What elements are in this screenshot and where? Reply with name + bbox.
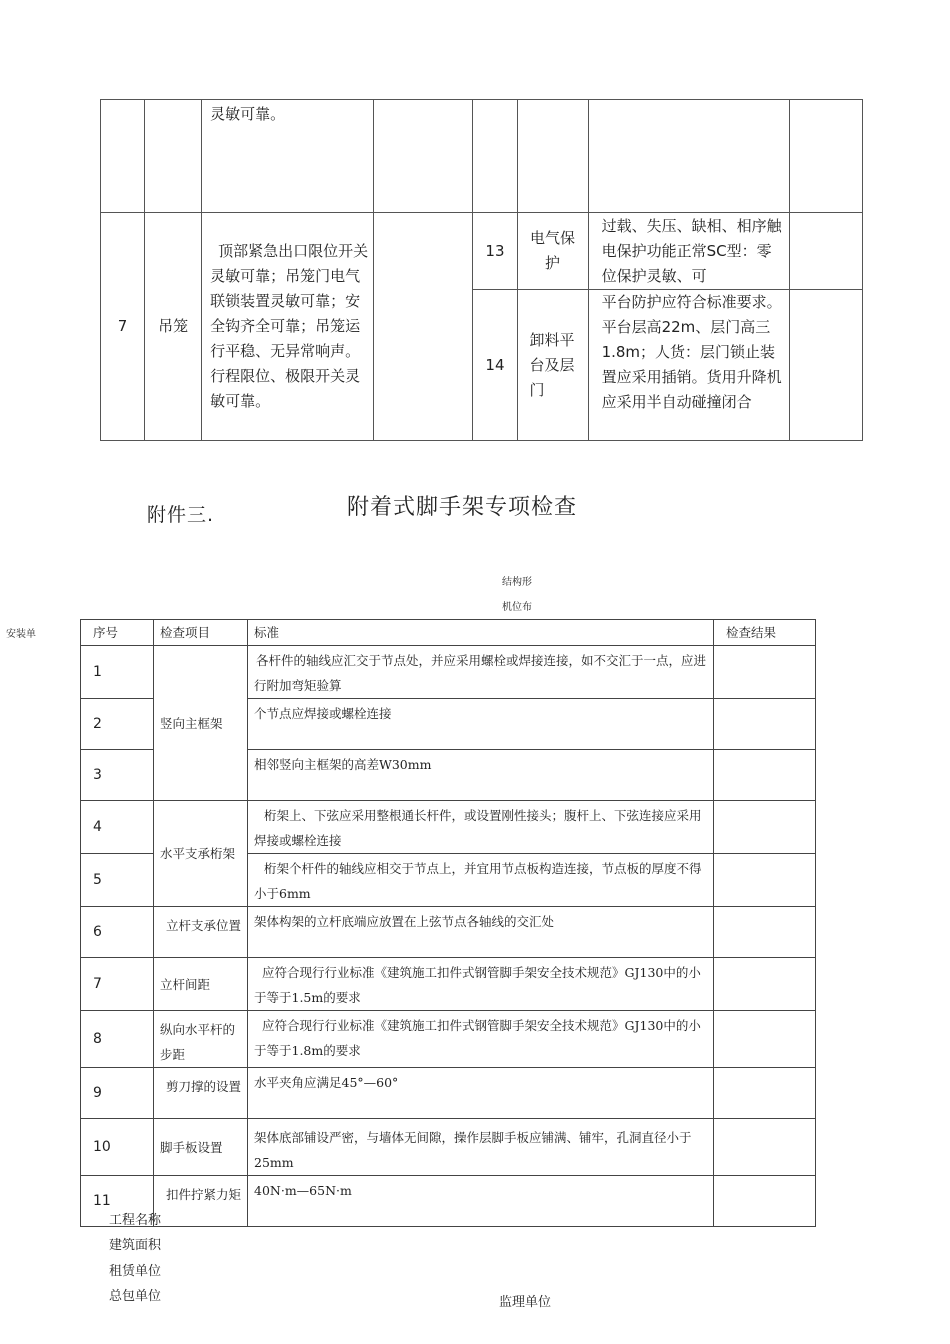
row-standard: 桁架上、下弦应采用整根通长杆件，或设置刚性接头；腹杆上、下弦连接应采用焊接或螺栓连接 xyxy=(248,801,714,854)
row-standard: 个节点应焊接或螺栓连接 xyxy=(248,699,714,750)
row-standard: 应符合现行行业标准《建筑施工扣件式钢管脚手架安全技术规范》GJ130中的小于等于1.8m的要求 xyxy=(248,1011,714,1068)
row-number: 1 xyxy=(81,646,154,699)
attachment-label: 附件三. xyxy=(147,504,215,526)
row-number: 3 xyxy=(81,750,154,801)
row-result xyxy=(714,854,816,907)
row-item: 水平支承桁架 xyxy=(154,801,248,907)
header-result: 检查结果 xyxy=(714,620,816,646)
row-number: 2 xyxy=(81,699,154,750)
lease-unit-label: 租赁单位 xyxy=(109,1264,162,1279)
label-fragment: 安装单 xyxy=(6,629,36,640)
header-no: 序号 xyxy=(81,620,154,646)
label-fragment: 结构形 xyxy=(502,577,532,588)
table-row xyxy=(81,801,816,854)
row-item: 电气保护 xyxy=(517,213,588,290)
row-result xyxy=(714,1176,816,1227)
row-item: 吊笼 xyxy=(145,213,202,441)
row-result xyxy=(714,801,816,854)
building-area-label: 建筑面积 xyxy=(109,1238,162,1253)
row-standard: 40N·m—65N·m xyxy=(248,1176,714,1227)
table-header-row xyxy=(81,620,816,646)
row-result xyxy=(714,1011,816,1068)
row-result xyxy=(714,750,816,801)
top-inspection-table xyxy=(100,99,863,441)
row-number: 6 xyxy=(81,907,154,958)
row-standard: 顶部紧急出口限位开关灵敏可靠；吊笼门电气联锁装置灵敏可靠；安全钩齐全可靠；吊笼运行平稳、无异常响声。行程限位、极限开关灵敏可靠。 xyxy=(202,213,374,441)
row-item: 剪刀撑的设置 xyxy=(154,1068,248,1119)
label-fragment: 机位布 xyxy=(502,602,532,613)
table-row xyxy=(81,646,816,699)
row-result xyxy=(714,1119,816,1176)
row-number: 5 xyxy=(81,854,154,907)
row-result xyxy=(714,1068,816,1119)
row-standard: 桁架个杆件的轴线应相交于节点上，并宜用节点板构造连接，节点板的厚度不得小于6mm xyxy=(248,854,714,907)
table-row xyxy=(101,213,863,290)
row-standard: 平台防护应符合标准要求。平台层高22m、层门高三1.8m；人货：层门锁止装置应采用插销。货用升降机应采用半自动碰撞闭合 xyxy=(588,290,789,441)
row-standard: 各杆件的轴线应汇交于节点处，并应采用螺栓或焊接连接，如不交汇于一点，应进行附加弯矩验算 xyxy=(248,646,714,699)
table-row xyxy=(81,1068,816,1119)
table-row xyxy=(81,907,816,958)
row-number: 8 xyxy=(81,1011,154,1068)
scaffold-inspection-table xyxy=(80,619,816,1227)
row-item: 扣件拧紧力矩 xyxy=(154,1176,248,1227)
row-item: 立杆支承位置 xyxy=(154,907,248,958)
table-row xyxy=(101,100,863,213)
row-standard: 应符合现行行业标准《建筑施工扣件式钢管脚手架安全技术规范》GJ130中的小于等于1.5m的要求 xyxy=(248,958,714,1011)
row-number: 9 xyxy=(81,1068,154,1119)
table-row xyxy=(81,1011,816,1068)
row-item: 立杆间距 xyxy=(154,958,248,1011)
row-number: 10 xyxy=(81,1119,154,1176)
table-row xyxy=(81,958,816,1011)
row-standard: 水平夹角应满足45°—60° xyxy=(248,1068,714,1119)
header-item: 检查项目 xyxy=(154,620,248,646)
general-contractor-label: 总包单位 xyxy=(109,1289,162,1304)
table-row xyxy=(81,1176,816,1227)
row-number: 7 xyxy=(101,213,145,441)
row-standard: 架体构架的立杆底端应放置在上弦节点各轴线的交汇处 xyxy=(248,907,714,958)
header-standard: 标准 xyxy=(248,620,714,646)
row-result xyxy=(714,699,816,750)
row-item: 竖向主框架 xyxy=(154,646,248,801)
row-number: 7 xyxy=(81,958,154,1011)
row-number: 13 xyxy=(473,213,517,290)
row-item: 卸料平台及层门 xyxy=(517,290,588,441)
row-standard: 相邻竖向主框架的高差W30mm xyxy=(248,750,714,801)
cell-text: 灵敏可靠。 xyxy=(202,100,374,213)
row-result xyxy=(714,958,816,1011)
supervision-unit-label: 监理单位 xyxy=(499,1295,552,1310)
page-title: 附着式脚手架专项检查 xyxy=(347,495,578,520)
table-row xyxy=(81,1119,816,1176)
row-item: 脚手板设置 xyxy=(154,1119,248,1176)
row-standard: 过载、失压、缺相、相序触电保护功能正常SC型：零位保护灵敏、可 xyxy=(588,213,789,290)
row-result xyxy=(714,646,816,699)
row-number: 11 xyxy=(81,1176,154,1227)
row-result xyxy=(714,907,816,958)
row-number: 4 xyxy=(81,801,154,854)
project-name-label: 工程名称 xyxy=(109,1213,162,1228)
row-number: 14 xyxy=(473,290,517,441)
row-standard: 架体底部铺设严密，与墙体无间隙，操作层脚手板应铺满、铺牢，孔洞直径小于25mm xyxy=(248,1119,714,1176)
row-item: 纵向水平杆的步距 xyxy=(154,1011,248,1068)
